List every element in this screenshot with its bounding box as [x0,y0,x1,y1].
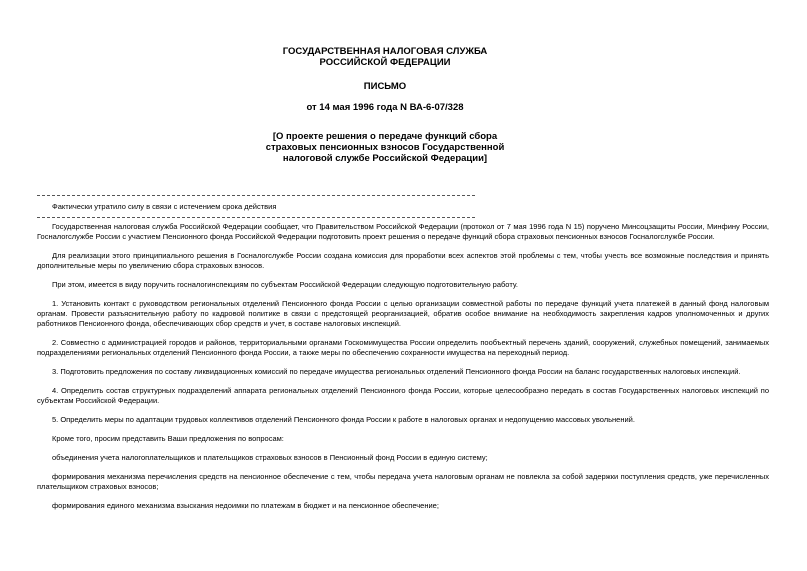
document-subject [160,131,610,164]
body-paragraph: 5. Определить меры по адаптации трудовых коллективов отделений Пенсионного фонда России к работе в налоговых органах и недопущению массовых увольнений. [52,415,635,424]
divider-bottom [37,217,475,218]
body-paragraph: объединения учета налогоплательщиков и плательщиков страховых взносов в Пенсионный фонд России в единую систему; [52,453,488,462]
agency-line-1: ГОСУДАРСТВЕННАЯ НАЛОГОВАЯ СЛУЖБА [282,46,488,57]
issuing-agency [160,46,610,68]
subject-line-1: [О проекте решения о передаче функций сбора [272,131,498,142]
body-paragraph: При этом, имеется в виду поручить госналогинспекциям по субъектам Российской Федерации следующую подготовительную работу. [52,280,518,289]
body-paragraph: формирования механизма перечисления средств на пенсионное обеспечение с тем, чтобы передача учета налоговым органам не повлекла за собой задержки поступления средств, уже перечисленных плательщиком страховых взносов; [37,472,769,491]
document-body [37,222,769,520]
body-paragraph: 2. Совместно с администрацией городов и районов, территориальными органами Госкомимущества России определить пообъектный перечень зданий, сооружений, служебных помещений, занимаемых подразделениями региональных отделений Пенсионного фонда России, а также меры по обеспечению сохранности имущества на переходный период. [37,338,769,357]
body-paragraph: Государственная налоговая служба Российской Федерации сообщает, что Правительством Российской Федерации (протокол от 7 мая 1996 года N 15) поручено Минсоцзащиты России, Минфину России, Госналогслужбе России с участием Пенсионного фонда Российской Федерации подготовить проект решения о передаче функций сбора страховых пенсионных взносов Госналогслужбе России. [37,222,769,241]
document-type: ПИСЬМО [363,81,407,92]
body-paragraph: 3. Подготовить предложения по составу ликвидационных комиссий по передаче имущества региональных отделений Пенсионного фонда России на баланс государственных налоговых инспекций. [52,367,741,376]
agency-line-2: РОССИЙСКОЙ ФЕДЕРАЦИИ [319,57,451,68]
divider-top [37,195,475,196]
status-note: Фактически утратило силу в связи с истечением срока действия [52,202,277,211]
body-paragraph: Для реализации этого принципиального решения в Госналогслужбе России создана комиссия для проработки всех аспектов этой проблемы с тем, чтобы учесть все возможные последствия и принять дополнительные меры по увеличению сбора страховых взносов. [37,251,769,270]
subject-line-3: налоговой службе Российской Федерации] [282,153,488,164]
body-paragraph: 1. Установить контакт с руководством региональных отделений Пенсионного фонда России с целью организации совместной работы по передаче функций учета платежей в данный фонд налоговым органам. Провести разъяснительную работу по кадровой политике в связи с предстоящей реорганизацией, обратив особое внимание на необходимость закрепления кадров уполномоченных и других работников Пенсионного фонда, обеспечивающих сбор средств и учет, в составе налоговых инспекций. [37,299,769,328]
subject-line-2: страховых пенсионных взносов Государственной [265,142,505,153]
body-paragraph: Кроме того, просим представить Ваши предложения по вопросам: [52,434,284,443]
body-paragraph: формирования единого механизма взыскания недоимки по платежам в бюджет и на пенсионное обеспечение; [52,501,439,510]
document-date-number: от 14 мая 1996 года N ВА-6-07/328 [306,102,464,113]
body-paragraph: 4. Определить состав структурных подразделений аппарата региональных отделений Пенсионного фонда России, которые целесообразно передать в состав Государственных налоговых инспекций по субъектам Российской Федерации. [37,386,769,405]
